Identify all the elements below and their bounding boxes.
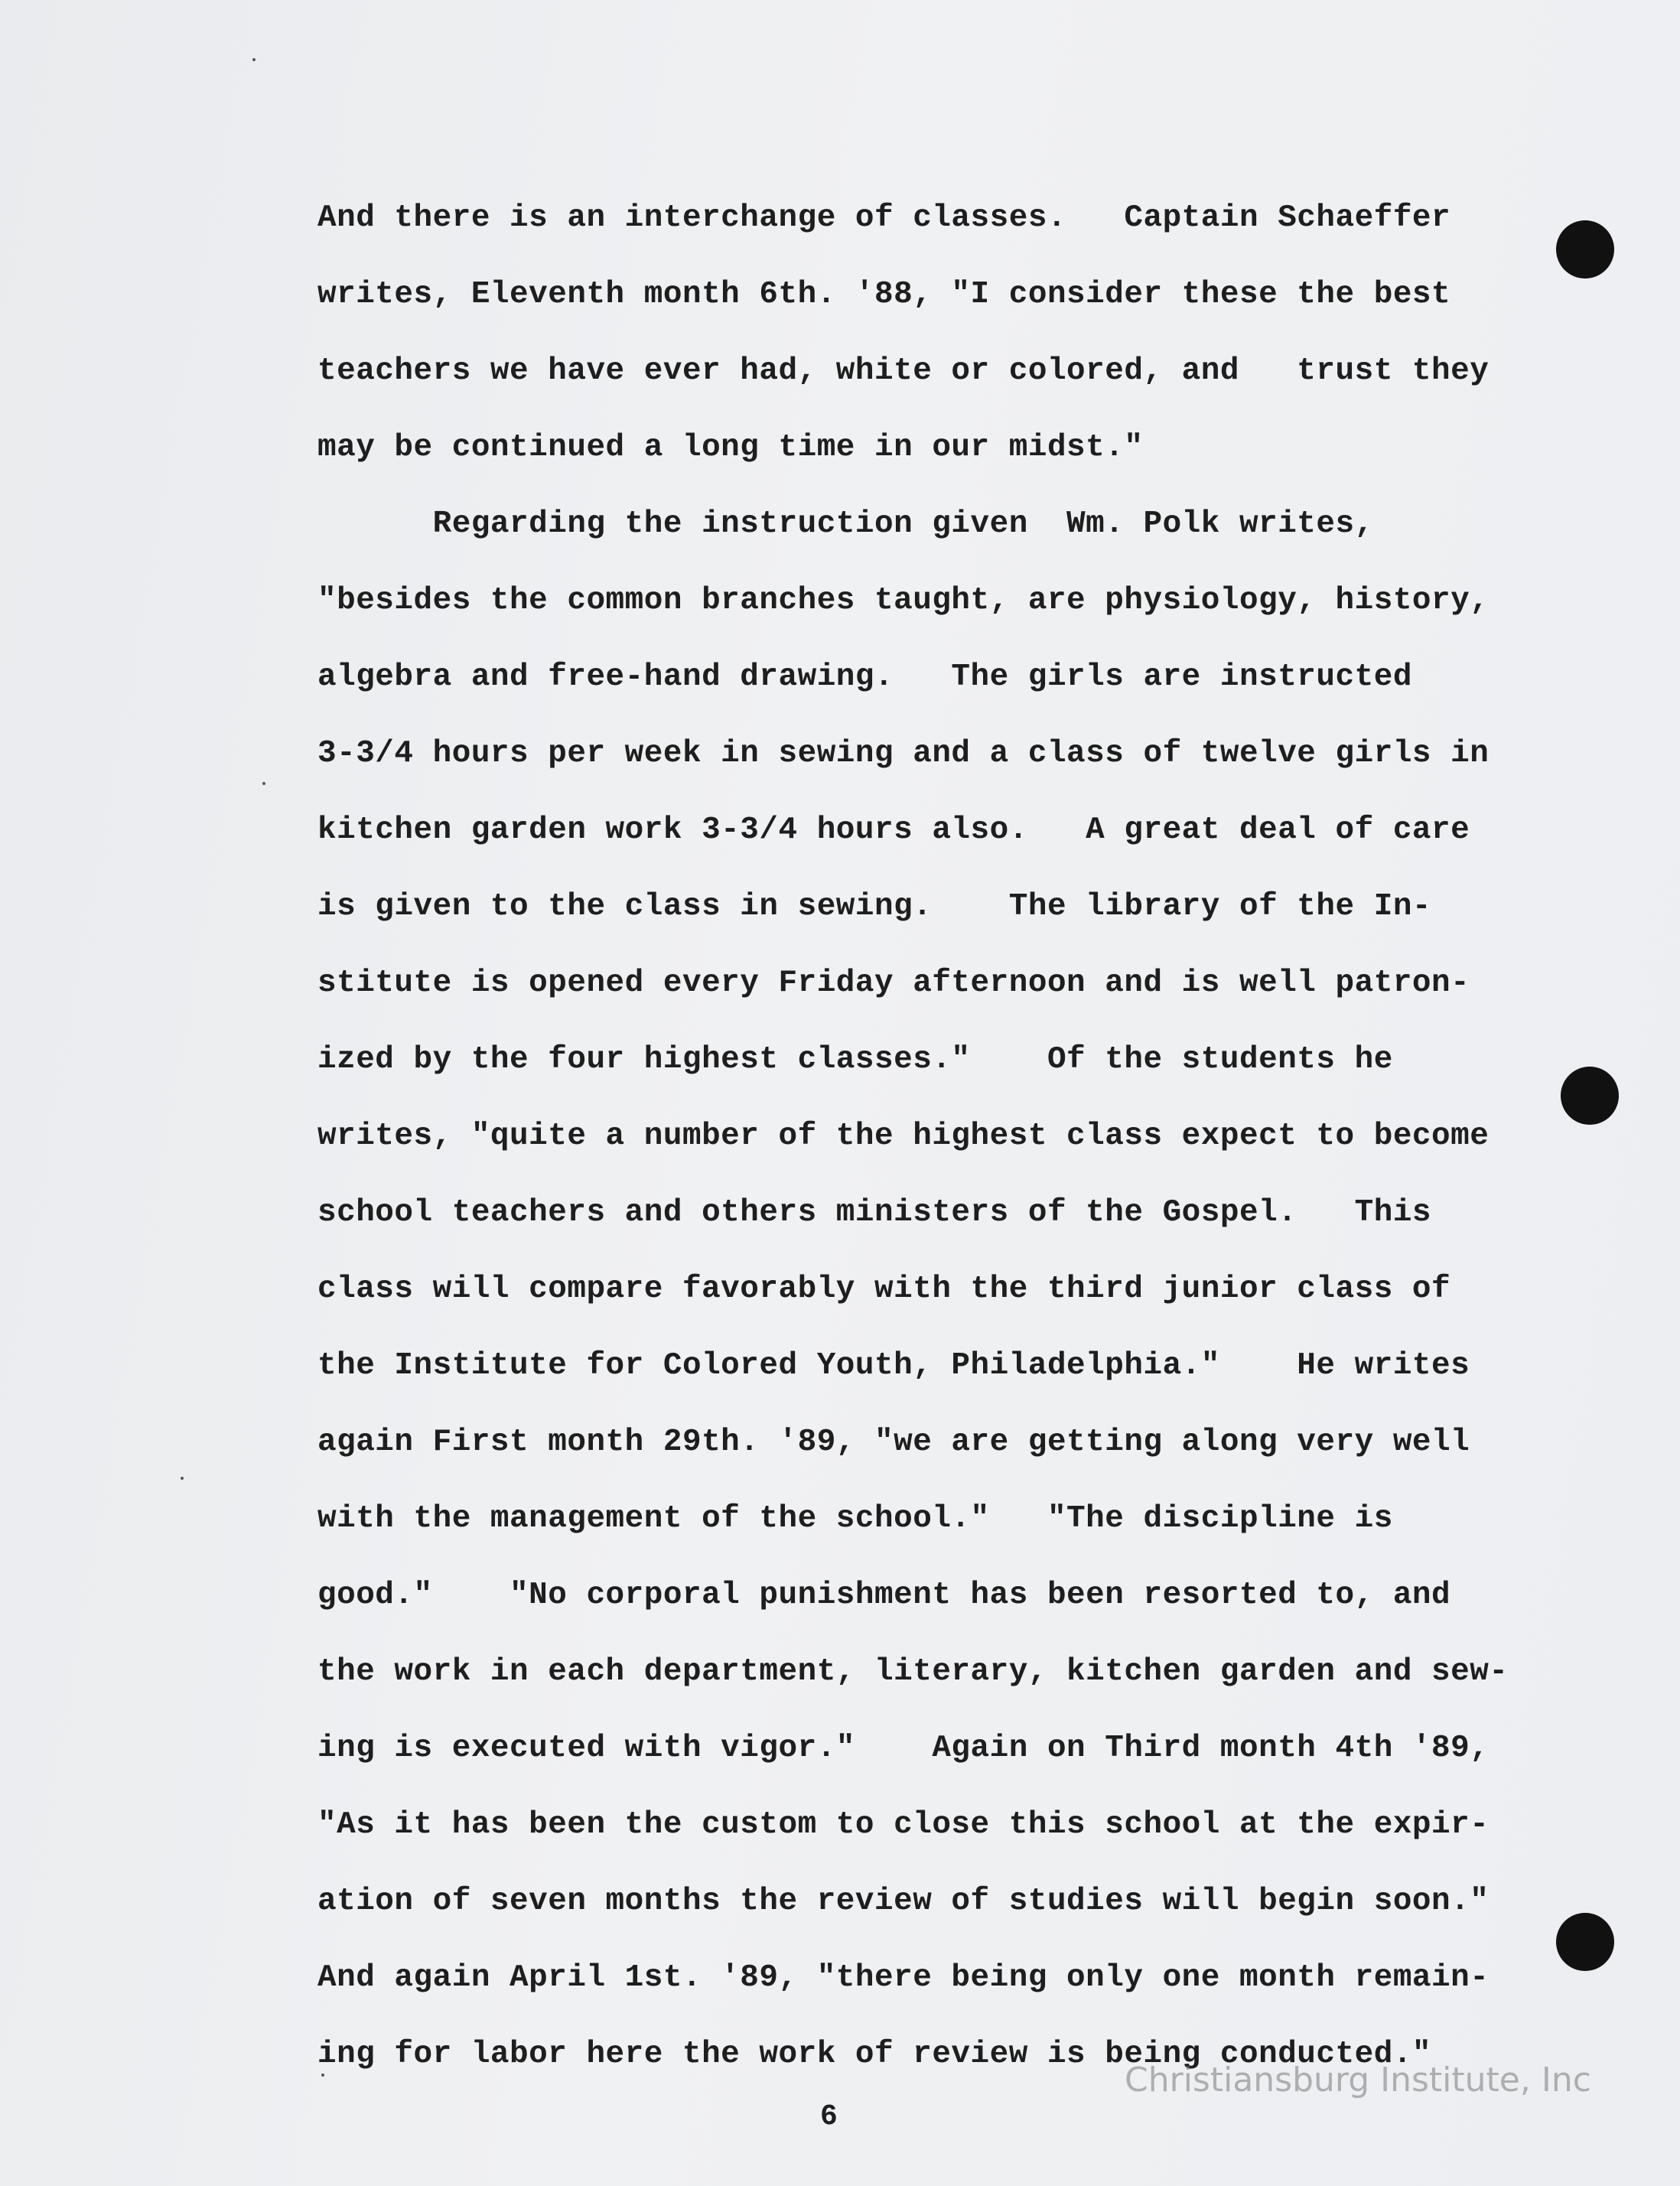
- text-line: ation of seven months the review of studies will begin soon.": [317, 1884, 1490, 1919]
- text-line: And there is an interchange of classes. Captain Schaeffer: [317, 200, 1451, 236]
- text-line: good." "No corporal punishment has been resorted to, and: [317, 1578, 1451, 1613]
- punch-hole-middle: [1561, 1067, 1619, 1125]
- text-line: And again April 1st. '89, "there being only one month remain-: [317, 1960, 1490, 1995]
- watermark-text: Christiansburg Institute, Inc: [1125, 2061, 1591, 2100]
- paper-speck: [321, 2074, 324, 2077]
- punch-hole-top: [1556, 220, 1614, 279]
- text-line: algebra and free-hand drawing. The girls are instructed: [317, 660, 1412, 695]
- text-line: again First month 29th. '89, "we are getting along very well: [317, 1425, 1470, 1460]
- text-line: writes, "quite a number of the highest class expect to become: [317, 1119, 1490, 1154]
- text-line: stitute is opened every Friday afternoon and is well patron-: [317, 966, 1470, 1001]
- text-line: ing for labor here the work of review is being conducted.": [317, 2037, 1432, 2072]
- punch-hole-bottom: [1556, 1913, 1614, 1971]
- text-line: teachers we have ever had, white or colored, and trust they: [317, 353, 1490, 389]
- text-line: "As it has been the custom to close this school at the expir-: [317, 1807, 1490, 1842]
- text-line: Regarding the instruction given Wm. Polk writes,: [317, 507, 1374, 542]
- paper-speck: [252, 58, 256, 61]
- text-line: ing is executed with vigor." Again on Third month 4th '89,: [317, 1731, 1490, 1766]
- text-line: "besides the common branches taught, are physiology, history,: [317, 583, 1490, 618]
- text-line: 3-3/4 hours per week in sewing and a class of twelve girls in: [317, 736, 1490, 771]
- text-line: kitchen garden work 3-3/4 hours also. A great deal of care: [317, 813, 1470, 848]
- text-line: is given to the class in sewing. The library of the In-: [317, 889, 1432, 924]
- text-line: ized by the four highest classes." Of the students he: [317, 1042, 1393, 1077]
- text-line: may be continued a long time in our midst.": [317, 430, 1144, 465]
- text-line: with the management of the school." "The discipline is: [317, 1501, 1393, 1536]
- page-number: 6: [820, 2100, 838, 2133]
- text-line: school teachers and others ministers of the Gospel. This: [317, 1195, 1432, 1230]
- paper-speck: [181, 1477, 184, 1480]
- text-line: class will compare favorably with the third junior class of: [317, 1272, 1451, 1307]
- paper-speck: [262, 782, 265, 785]
- text-line: the Institute for Colored Youth, Philadelphia." He writes: [317, 1348, 1470, 1383]
- text-line: the work in each department, literary, kitchen garden and sew-: [317, 1654, 1509, 1689]
- text-line: writes, Eleventh month 6th. '88, "I consider these the best: [317, 277, 1451, 312]
